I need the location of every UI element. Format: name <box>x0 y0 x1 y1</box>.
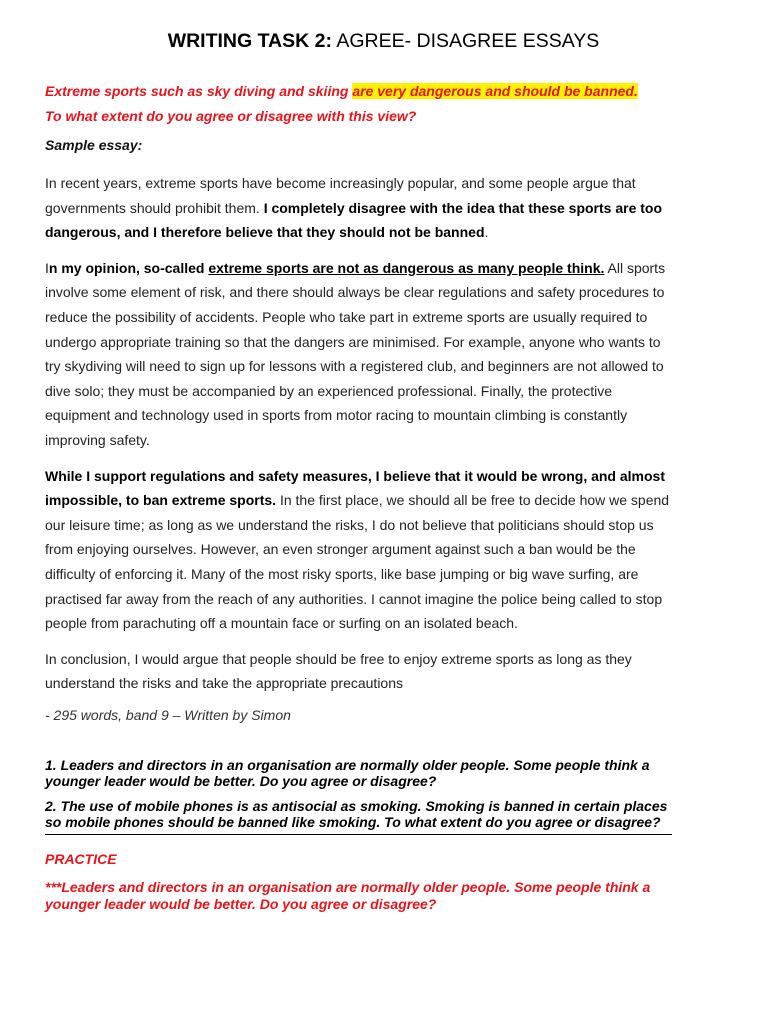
question-1: 1. Leaders and directors in an organisation are normally older people. Some people think a younger leader would be better. Do you agree or disagree? <box>45 756 650 790</box>
paragraph-3-topic-sentence: While I support regulations and safety measures, I believe that it would be wrong, and almost impossible, to ban extreme sports. <box>45 467 665 509</box>
essay-signature: - 295 words, band 9 – Written by Simon <box>45 706 291 723</box>
paragraph-1-end: . <box>484 224 489 241</box>
paragraph-2-topic-sentence: extreme sports are not as dangerous as many people think. <box>208 259 605 276</box>
title-bold: WRITING TASK 2: <box>167 30 332 52</box>
essay-prompt <box>45 79 672 129</box>
prompt-line-1-text: Extreme sports such as sky diving and skiing <box>45 83 353 99</box>
sample-essay-label: Sample essay: <box>45 137 143 153</box>
prompt-line-2: To what extent do you agree or disagree with this view? <box>45 108 417 124</box>
title-rest: AGREE- DISAGREE ESSAYS <box>331 30 600 52</box>
paragraph-1-thesis: I completely disagree with the idea that these sports are too dangerous, and I therefore believe that they should not be banned <box>45 199 663 241</box>
paragraph-2-text: All sports involve some element of risk, and there should always be clear regulations and safety procedures to reduce the possibility of accidents. People who take part in extreme sports are usually required to undergo appropriate training so that the dangers are minimised. For example, anyone who wants to try skydiving will need to sign up for lessons with a registered club, and beginners are not allowed to dive solo; they must be accompanied by an experienced professional. Finally, the protective equipment and technology used in sports from motor racing to mountain climbing is constantly improving safety. <box>45 259 666 448</box>
question-2 <box>45 798 672 835</box>
essay-paragraph-1 <box>45 171 672 245</box>
page-title <box>95 30 672 53</box>
paragraph-2-first-letter: I <box>45 259 49 276</box>
practice-heading: PRACTICE <box>45 850 117 867</box>
essay-paragraph-4: In conclusion, I would argue that people should be free to enjoy extreme sports as long as they understand the risks and take the appropriate precautions <box>45 650 632 692</box>
prompt-line-1 <box>45 79 672 104</box>
paragraph-3-text: In the first place, we should all be free to decide how we spend our leisure time; as long as we understand the risks, I do not believe that politicians should stop us from enjoying ourselves. However, an even stronger argument against such a ban would be the difficulty of enforcing it. Many of the most risky sports, like base jumping or big wave surfing, are practised far away from the reach of any authorities. I cannot imagine the police being called to stop people from parachuting off a mountain face or surfing on an isolated beach. <box>45 492 670 632</box>
paragraph-1-text: In recent years, extreme sports have become increasingly popular, and some people argue that governments should prohibit them. <box>45 175 636 216</box>
essay-paragraph-2 <box>45 256 672 453</box>
question-2-text: 2. The use of mobile phones is as antisocial as smoking. Smoking is banned in certain places so mobile phones should be banned like smoking. To what extent do you agree or disagree? <box>45 797 668 831</box>
paragraph-2-bold: n my opinion, so-called <box>48 259 209 276</box>
practice-question: ***Leaders and directors in an organisation are normally older people. Some people think a younger leader would be better. Do you agree or disagree? <box>45 878 651 913</box>
prompt-highlight: are very dangerous and should be banned. <box>352 83 638 99</box>
essay-paragraph-3 <box>45 464 672 636</box>
